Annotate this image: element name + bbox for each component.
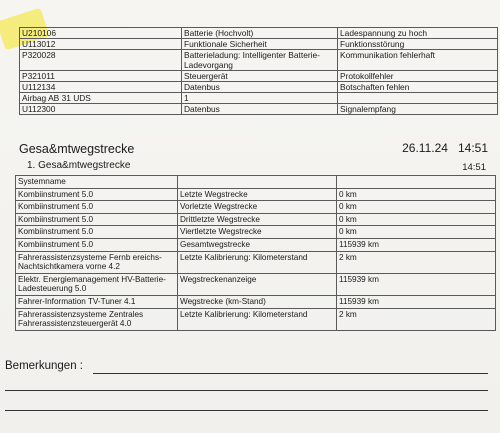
table-row (16, 251, 496, 273)
system-name: Fahrerassistenzsysteme Fernb ereichs-Nachtsichtkamera vorne 4.2 (16, 251, 178, 273)
fault-system: 1 (182, 93, 338, 104)
table-row (20, 28, 498, 39)
table-row (20, 71, 498, 82)
system-name: Kombiinstrument 5.0 (16, 238, 178, 251)
table-row (16, 213, 496, 226)
table-row (20, 82, 498, 93)
table-row (16, 238, 496, 251)
fault-system: Datenbus (182, 82, 338, 93)
metric-name: Letzte Kalibrierung: Kilometerstand (178, 251, 337, 273)
system-name: Kombiinstrument 5.0 (16, 226, 178, 239)
section-datetime (402, 141, 488, 155)
metric-value: 2 km (337, 308, 496, 330)
system-name: Fahrer-Information TV-Tuner 4.1 (16, 295, 178, 308)
metric-value: 0 km (337, 213, 496, 226)
system-name: Kombiinstrument 5.0 (16, 188, 178, 201)
column-header: Systemname (16, 176, 178, 189)
system-name: Kombiinstrument 5.0 (16, 201, 178, 214)
fault-code: P321011 (20, 71, 182, 82)
table-row (20, 50, 498, 71)
remarks-line (5, 410, 488, 411)
section-time: 14:51 (457, 141, 488, 155)
fault-system: Batterieladung: Intelligenter Batterie-Ladevorgang (182, 50, 338, 71)
remarks-line (93, 373, 488, 374)
metric-value: 2 km (337, 251, 496, 273)
fault-code: U112300 (20, 104, 182, 115)
remarks-line (5, 390, 488, 391)
fault-code: U112134 (20, 82, 182, 93)
metric-name: Wegstreckenanzeige (178, 273, 337, 295)
metric-value: 0 km (337, 226, 496, 239)
table-row (16, 295, 496, 308)
metric-name: Wegstrecke (km-Stand) (178, 295, 337, 308)
fault-description (338, 93, 498, 104)
fault-description: Kommunikation fehlerhaft (338, 50, 498, 71)
fault-system: Funktionale Sicherheit (182, 39, 338, 50)
metric-value: 115939 km (337, 238, 496, 251)
metric-value: 0 km (337, 188, 496, 201)
table-row (20, 39, 498, 50)
distance-table (15, 175, 496, 331)
fault-description: Botschaften fehlen (338, 82, 498, 93)
fault-code-table (19, 27, 498, 115)
table-row (20, 104, 498, 115)
metric-value: 0 km (337, 201, 496, 214)
fault-system: Batterie (Hochvolt) (182, 28, 338, 39)
table-row (16, 188, 496, 201)
table-row (16, 273, 496, 295)
subsection-title: 1. Gesa&mtwegstrecke (27, 160, 131, 171)
metric-value: 115939 km (337, 273, 496, 295)
fault-description: Ladespannung zu hoch (338, 28, 498, 39)
fault-description: Protokollfehler (338, 71, 498, 82)
metric-name: Gesamtwegstrecke (178, 238, 337, 251)
metric-name: Letzte Kalibrierung: Kilometerstand (178, 308, 337, 330)
table-header-row (16, 176, 496, 189)
fault-system: Datenbus (182, 104, 338, 115)
fault-code: U210106 (20, 28, 182, 39)
fault-description: Funktionsstörung (338, 39, 498, 50)
fault-system: Steuergerät (182, 71, 338, 82)
table-row (16, 226, 496, 239)
remarks-label: Bemerkungen : (5, 360, 83, 372)
metric-name: Drittletzte Wegstrecke (178, 213, 337, 226)
section-title: Gesa&mtwegstrecke (19, 142, 135, 156)
fault-code: P320028 (20, 50, 182, 71)
fault-code: U113012 (20, 39, 182, 50)
subsection-time: 14:51 (462, 162, 486, 173)
metric-name: Letzte Wegstrecke (178, 188, 337, 201)
table-row (16, 201, 496, 214)
system-name: Elektr. Energiemanagement HV-Batterie-Ladesteuerung 5.0 (16, 273, 178, 295)
system-name: Kombiinstrument 5.0 (16, 213, 178, 226)
table-row (20, 93, 498, 104)
table-row (16, 308, 496, 330)
fault-code: Airbag AB 31 UDS (20, 93, 182, 104)
system-name: Fahrerassistenzsysteme Zentrales Fahrerassistenzsteuergerät 4.0 (16, 308, 178, 330)
metric-name: Vorletzte Wegstrecke (178, 201, 337, 214)
metric-value: 115939 km (337, 295, 496, 308)
section-date: 26.11.24 (402, 141, 448, 155)
metric-name: Viertletzte Wegstrecke (178, 226, 337, 239)
fault-description: Signalempfang (338, 104, 498, 115)
